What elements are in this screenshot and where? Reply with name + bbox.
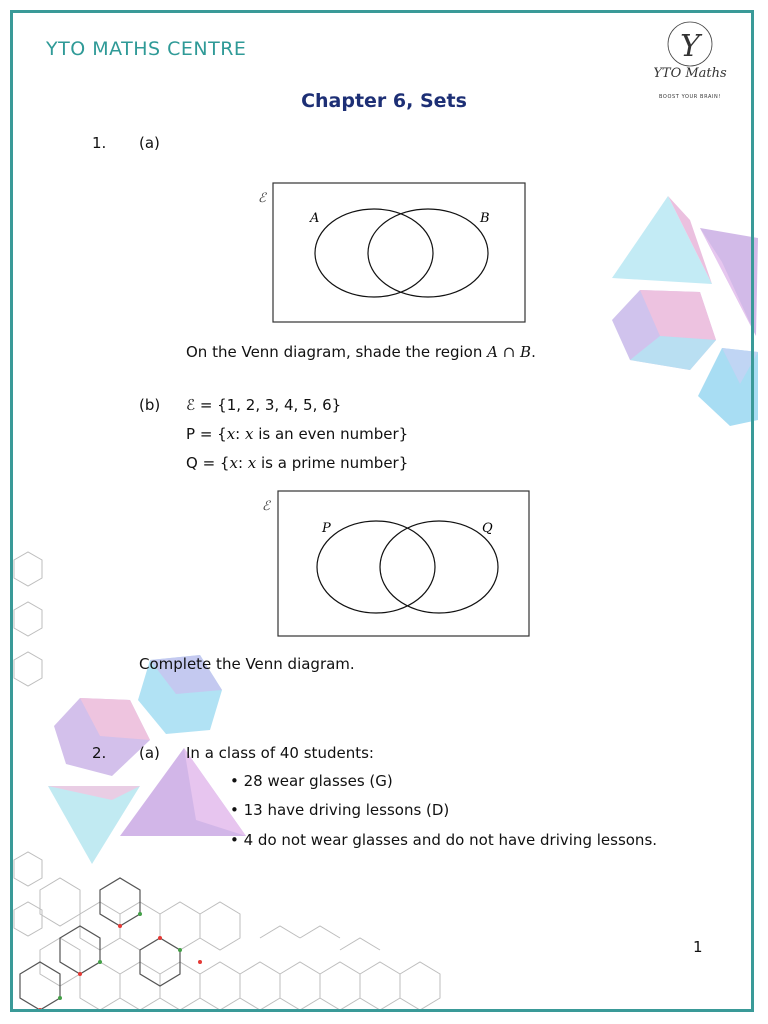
- question-1-number: 1.: [92, 134, 107, 152]
- page-title: Chapter 6, Sets: [301, 90, 467, 112]
- set-p-colon: :: [235, 425, 245, 443]
- venn-diagram-a-b: [254, 180, 530, 326]
- set-p-label: P: [322, 521, 331, 536]
- set-b-label: B: [480, 211, 490, 226]
- set-q-definition: [186, 454, 408, 472]
- set-q-var: x: [247, 454, 257, 472]
- set-p-lead: P = {: [186, 425, 227, 443]
- universal-set-rectangle: [273, 183, 525, 322]
- universal-set-definition: ℰ = {1, 2, 3, 4, 5, 6}: [186, 396, 342, 414]
- question-1a-instruction: [186, 343, 536, 361]
- bullet-item: • 13 have driving lessons (D): [230, 801, 450, 819]
- question-1a-label: (a): [139, 134, 160, 152]
- set-q-rest: is a prime number}: [256, 454, 409, 472]
- set-b-circle: [368, 209, 488, 297]
- set-p-rest: is an even number}: [253, 425, 409, 443]
- centre-name: YTO MATHS CENTRE: [46, 38, 247, 60]
- instruction-math: A ∩ B: [487, 343, 532, 361]
- logo-tagline: BOOST YOUR BRAIN!: [658, 94, 721, 100]
- question-2a-label: (a): [139, 744, 160, 762]
- set-q-lead: Q = {: [186, 454, 230, 472]
- set-p-var: x: [245, 425, 254, 443]
- set-q-label: Q: [482, 521, 493, 536]
- bullet-item: • 28 wear glasses (G): [230, 772, 393, 790]
- set-p-definition: [186, 425, 408, 443]
- set-q-colon: :: [237, 454, 248, 472]
- question-1b-label: (b): [139, 396, 161, 414]
- instruction-text: On the Venn diagram, shade the region: [186, 343, 483, 361]
- logo-name: YTO Maths: [653, 66, 727, 81]
- set-q-circle: [380, 521, 498, 613]
- set-q-math: x: [229, 454, 238, 472]
- bullet-item: • 4 do not wear glasses and do not have driving lessons.: [230, 831, 658, 849]
- set-a-label: A: [310, 211, 320, 226]
- set-a-circle: [315, 209, 433, 297]
- instruction-end: .: [531, 343, 536, 361]
- venn-diagram-p-q: [258, 488, 534, 640]
- set-p-circle: [317, 521, 435, 613]
- question-2-number: 2.: [92, 744, 107, 762]
- question-2a-intro: In a class of 40 students:: [186, 744, 374, 762]
- universal-set-symbol: ℰ: [262, 499, 270, 514]
- logo-letter: Y: [680, 29, 700, 64]
- page-number: 1: [693, 938, 703, 956]
- set-p-math: x: [226, 425, 236, 443]
- question-1b-instruction: Complete the Venn diagram.: [139, 655, 355, 673]
- universal-set-symbol: ℰ: [258, 191, 266, 206]
- universal-set-rectangle: [278, 491, 529, 636]
